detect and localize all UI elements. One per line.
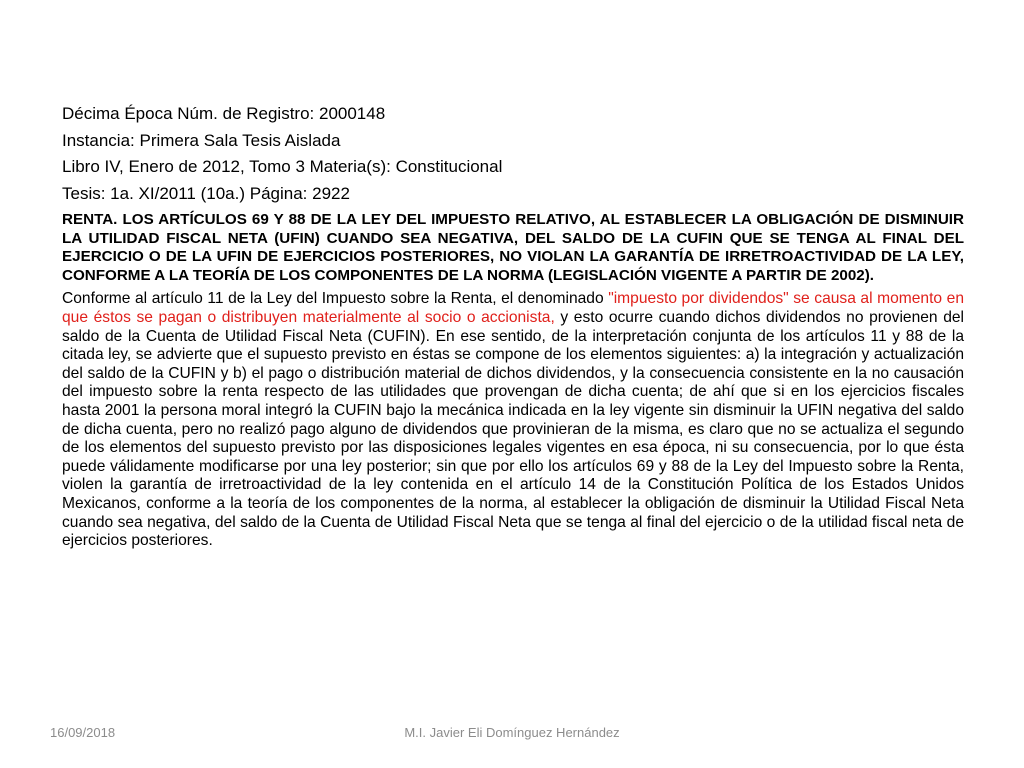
footer-author: M.I. Javier Eli Domínguez Hernández: [404, 725, 620, 740]
book-line: Libro IV, Enero de 2012, Tomo 3 Materia(s): Constitucional: [62, 157, 503, 176]
instance-line: Instancia: Primera Sala Tesis Aislada: [62, 130, 341, 150]
footer-date: 16/09/2018: [50, 725, 116, 740]
slide-content: [62, 101, 964, 551]
thesis-body-highlight: "impuesto por dividendos" se causa al momento en que éstos se pagan o distribuyen materialmente al socio o accionista,: [62, 290, 964, 326]
thesis-body-rest: y esto ocurre cuando dichos dividendos no provienen del saldo de la Cuenta de Utilidad Fiscal Neta (CUFIN). En ese sentido, de la interpretación conjunta de los artículos 11 y 88 de la citada ley, se advierte que el supuesto previsto en éstas se compone de los elementos siguientes: a) la integración y actualización del saldo de la CUFIN y b) el pago o distribución material de dichos dividendos, y la consecuencia consistente en la no causación del impuesto sobre la renta respecto de las utilidades que provengan de dicha cuenta; de ahí que si en los ejercicios fiscales hasta 2001 la persona moral integró la CUFIN bajo la mecánica indicada en la ley vigente sin disminuir la UFIN negativa del saldo de dicha cuenta, pero no realizó pago alguno de dividendos que provinieran de la misma, es claro que no se actualiza el segundo de los elementos del supuesto previsto por las disposiciones legales vigentes en esa época, ni su consecuencia, por lo que ésta puede válidamente modificarse por una ley posterior; sin que por ello los artículos 69 y 88 de la Ley del Impuesto sobre la Renta, violen la garantía de irretroactividad de la ley contenida en el artículo 14 de la Constitución Política de los Estados Unidos Mexicanos, conforme a la teoría de los componentes de la norma, al establecer la obligación de disminuir la Utilidad Fiscal Neta cuando sea negativa, del saldo de la Cuenta de Utilidad Fiscal Neta que se tenga al final del ejercicio o de la utilidad fiscal neta de ejercicios posteriores.: [62, 308, 965, 550]
thesis-number-line: Tesis: 1a. XI/2011 (10a.) Página: 2922: [62, 183, 350, 203]
thesis-title: RENTA. LOS ARTÍCULOS 69 Y 88 DE LA LEY DEL IMPUESTO RELATIVO, AL ESTABLECER LA OBLIGACIÓN DE DISMINUIR LA UTILIDAD FISCAL NETA (UFIN) CUANDO SEA NEGATIVA, DEL SALDO DE LA CUFIN QUE SE TENGA AL FINAL DEL EJERCICIO O DE LA UFIN DE EJERCICIOS POSTERIORES, NO VIOLAN LA GARANTÍA DE IRRETROACTIVIDAD DE LA LEY, CONFORME A LA TEORÍA DE LOS COMPONENTES DE LA NORMA (LEGISLACIÓN VIGENTE A PARTIR DE 2002).: [62, 211, 964, 284]
record-epoch-line: Décima Época Núm. de Registro: 2000148: [62, 104, 386, 123]
thesis-body-intro: Conforme al artículo 11 de la Ley del Impuesto sobre la Renta, el denominado: [62, 290, 609, 308]
thesis-body: [62, 290, 964, 550]
